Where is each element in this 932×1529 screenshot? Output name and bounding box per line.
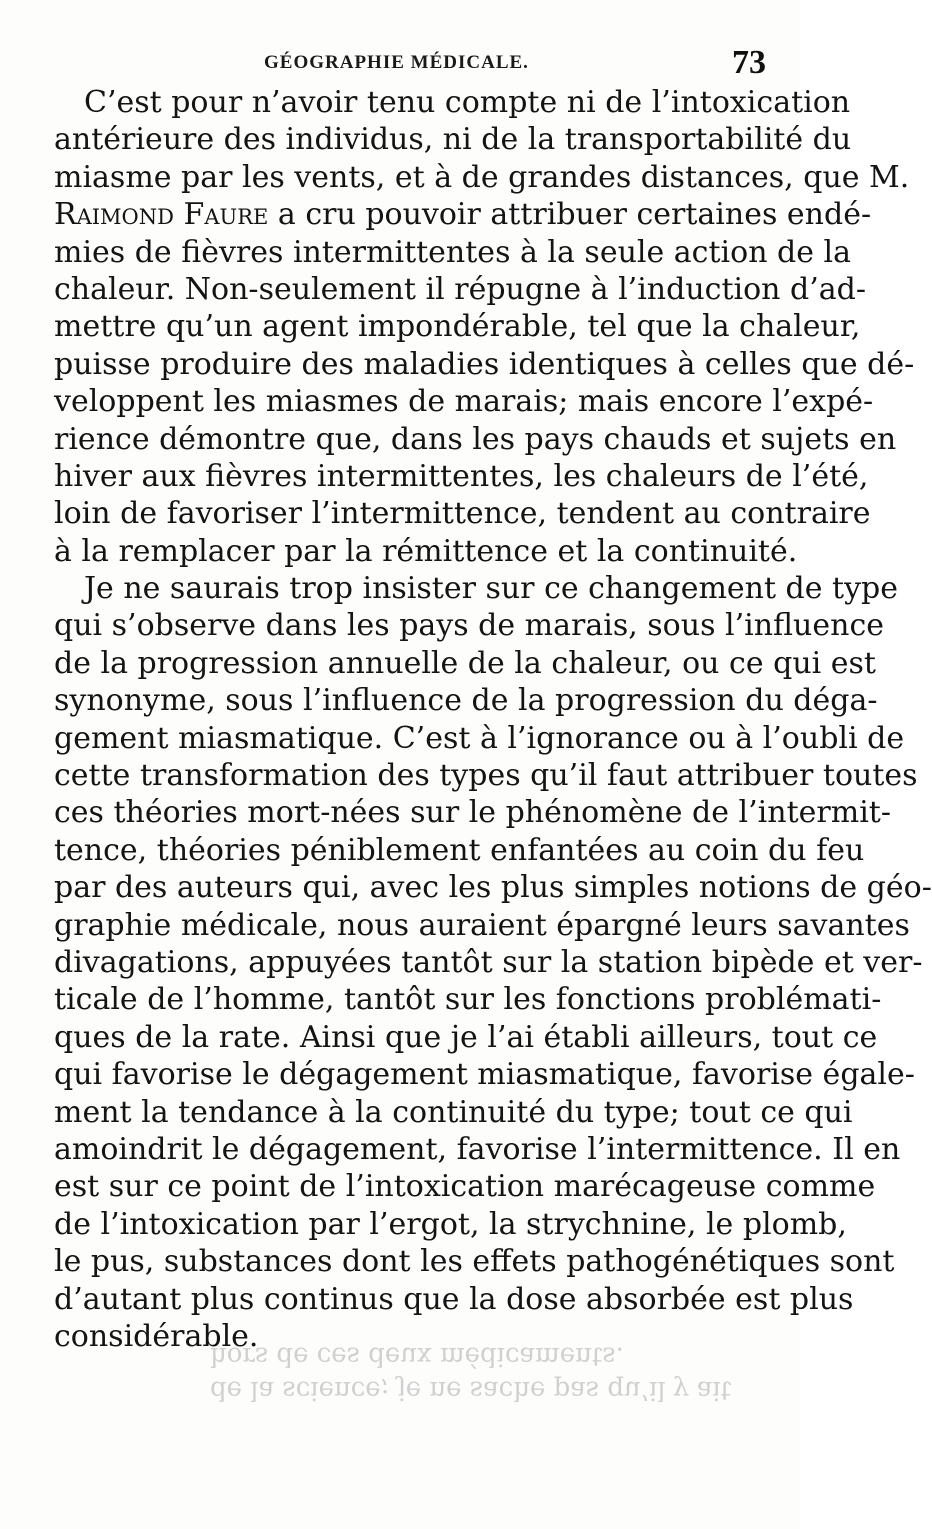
body-text xyxy=(54,84,932,1355)
text-line: divagations, appuyées tantôt sur la station bipède et ver- xyxy=(54,944,923,980)
text-line: ces théories mort-nées sur le phénomène de l’intermit- xyxy=(54,795,891,831)
text-line: de la progression annuelle de la chaleur, ou ce qui est xyxy=(54,645,876,681)
text-line: antérieure des individus, ni de la transportabilité du xyxy=(54,122,852,158)
text-line: à la remplacer par la rémittence et la continuité. xyxy=(54,533,798,569)
bleed-through-text xyxy=(210,1339,770,1407)
text-line: ticale de l’homme, tantôt sur les fonctions problémati- xyxy=(54,982,882,1018)
author-line-rest: a cru pouvoir attribuer certaines endé- xyxy=(277,197,872,233)
text-line: Je ne saurais trop insister sur ce changement de type xyxy=(84,571,899,607)
text-line: graphie médicale, nous auraient épargné leurs savantes xyxy=(54,907,910,943)
text-line: de l’intoxication par l’ergot, la strychnine, le plomb, xyxy=(54,1206,847,1242)
text-line: par des auteurs qui, avec les plus simples notions de géo- xyxy=(54,870,932,906)
text-line: hiver aux fièvres intermittentes, les chaleurs de l’été, xyxy=(54,458,869,494)
text-line: loin de favoriser l’intermittence, tendent au contraire xyxy=(54,496,871,532)
text-line: chaleur. Non-seulement il répugne à l’induction d’ad- xyxy=(54,271,866,307)
bleed-line: de la science; je ne sache pas qu’il y ait xyxy=(210,1375,732,1405)
text-line: puisse produire des maladies identiques à celles que dé- xyxy=(54,346,915,382)
running-title: GÉOGRAPHIE MÉDICALE. xyxy=(264,52,529,73)
page-header xyxy=(54,44,766,88)
text-line: amoindrit le dégagement, favorise l’intermittence. Il en xyxy=(54,1131,901,1167)
text-line: miasme par les vents, et à de grandes distances, que M. xyxy=(54,159,910,195)
text-line: mies de fièvres intermittentes à la seule action de la xyxy=(54,234,852,270)
page-number: 73 xyxy=(732,44,766,81)
text-line: qui s’observe dans les pays de marais, sous l’influence xyxy=(54,608,885,644)
text-line: rience démontre que, dans les pays chauds et sujets en xyxy=(54,421,897,457)
text-line: cette transformation des types qu’il faut attribuer toutes xyxy=(54,758,918,794)
text-line: mettre qu’un agent impondérable, tel que la chaleur, xyxy=(54,309,861,345)
text-line: synonyme, sous l’influence de la progression du déga- xyxy=(54,683,878,719)
text-line: est sur ce point de l’intoxication marécageuse comme xyxy=(54,1169,876,1205)
text-line: considérable. xyxy=(54,1318,259,1354)
text-line: ques de la rate. Ainsi que je l’ai établi ailleurs, tout ce xyxy=(54,1019,878,1055)
bleed-line: hors de ces deux médicaments. xyxy=(210,1341,624,1371)
text-line: veloppent les miasmes de marais; mais encore l’expé- xyxy=(54,384,874,420)
text-line: gement miasmatique. C’est à l’ignorance ou à l’oubli de xyxy=(54,720,905,756)
text-line: ment la tendance à la continuité du type; tout ce qui xyxy=(54,1094,853,1130)
text-line: le pus, substances dont les effets pathogénétiques sont xyxy=(54,1244,895,1280)
text-line: tence, théories péniblement enfantées au coin du feu xyxy=(54,832,865,868)
text-line-author xyxy=(54,196,872,233)
text-line: qui favorise le dégagement miasmatique, favorise égale- xyxy=(54,1057,915,1093)
author-name: Raimond Faure xyxy=(54,197,269,233)
text-line: d’autant plus continus que la dose absorbée est plus xyxy=(54,1281,854,1317)
text-line: C’est pour n’avoir tenu compte ni de l’intoxication xyxy=(84,85,851,120)
